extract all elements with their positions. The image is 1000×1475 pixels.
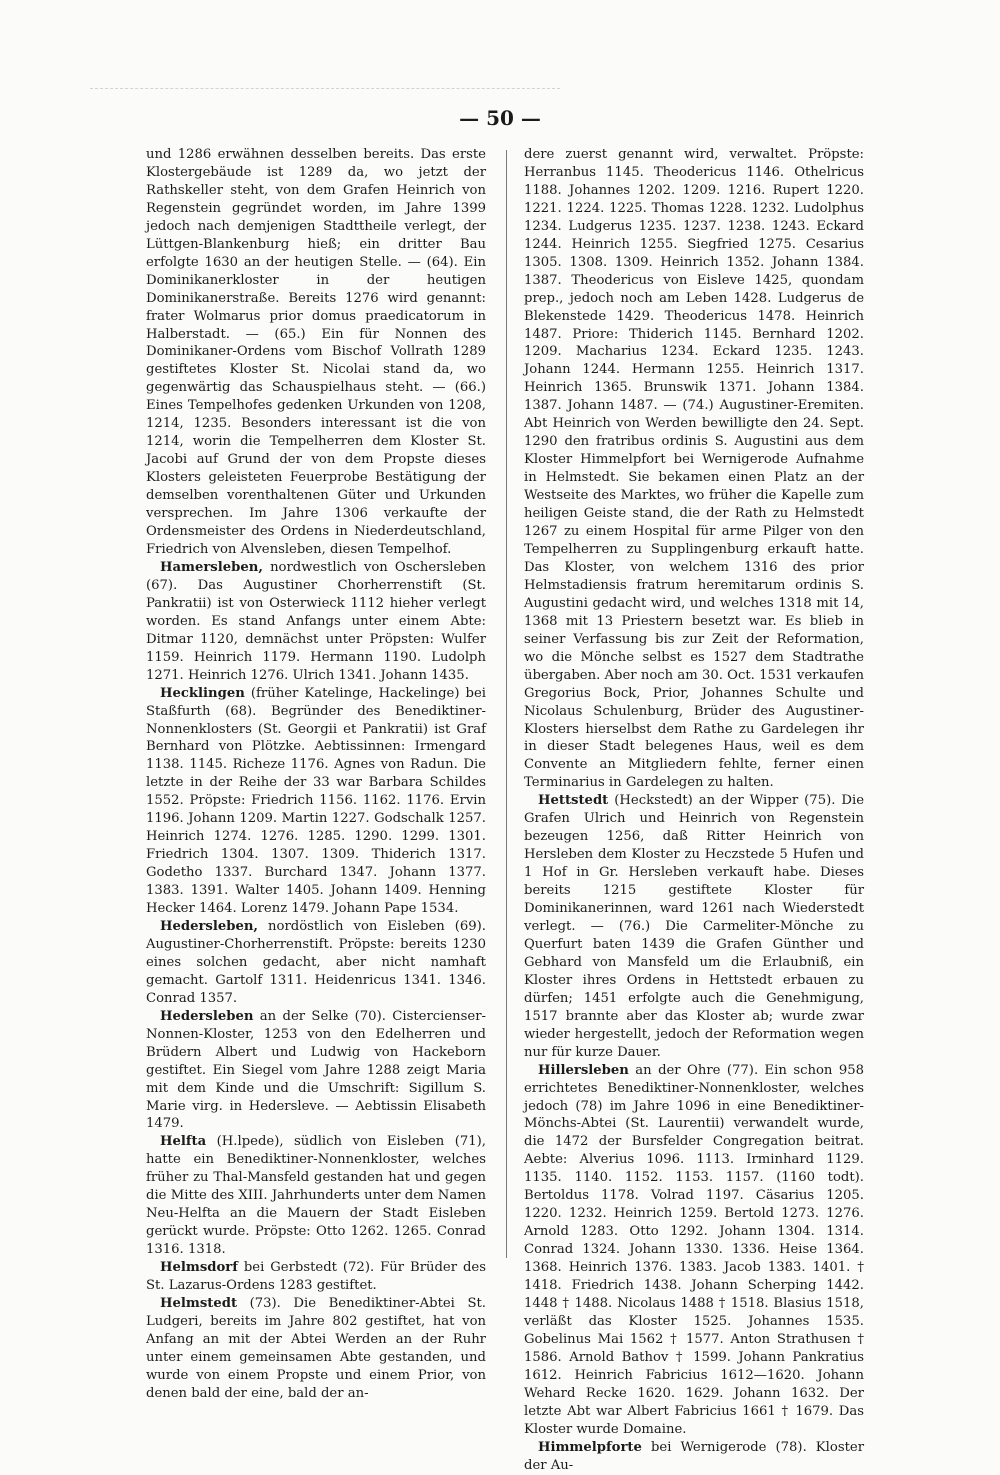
paragraph [146, 146, 486, 559]
entry-text: (früher Katelinge, Hackelinge) bei Staßfurth (68). Begründer des Benediktiner-Nonnenklosters (St. Georgii et Pankratii) ist Graf Bernhard von Plötzke. Aebtissinnen: Irmengard 1138. 1145. Richeze 1176. Agnes von Radun. Die letzte in der Reihe der 33 war Barbara Schildes 1552. Pröpste: Friedrich 1156. 1162. 1176. Ervin 1196. Johann 1209. Martin 1227. Godschalk 1257. Heinrich 1274. 1276. 1285. 1290. 1299. 1301. Friedrich 1304. 1307. 1309. Thiderich 1317. Godetho 1337. Burchard 1347. Johann 1377. 1383. 1391. Walter 1405. Johann 1409. Henning Hecker 1464. Lorenz 1479. Johann Pape 1534. [146, 685, 486, 917]
scan-artifact-line [90, 88, 560, 89]
entry-text: und 1286 erwähnen desselben bereits. Das erste Klostergebäude ist 1289 da, wo jetzt der Rathskeller steht, von dem Grafen Heinrich von Regenstein gegründet worden, im Jahre 1399 jedoch nach demjenigen Stadttheile verlegt, der Lüttgen-Blankenburg hieß; ein dritter Bau erfolgte 1630 an der heutigen Stelle. — (64). Ein Dominikanerkloster in der heutigen Dominikanerstraße. Bereits 1276 wird genannt: frater Wolmarus prior domus praedicatorum in Halberstadt. — (65.) Ein für Nonnen des Dominikaner-Ordens vom Bischof Vollrath 1289 gestiftetes Kloster St. Nicolai stand da, wo gegenwärtig das Schauspielhaus steht. — (66.) Eines Tempelhofes gedenken Urkunden von 1208, 1214, 1235. Besonders interessant ist die von 1214, worin die Tempelherren dem Kloster St. Jacobi auf Grund der von dem Propste dieses Klosters geleisteten Feuerprobe Bestätigung der demselben vorenthaltenen Güter und Urkunden versprechen. Im Jahre 1306 verkaufte der Ordensmeister des Ordens in Niederdeutschland, Friedrich von Alvensleben, diesen Tempelhof. [146, 147, 486, 557]
entry-text: dere zuerst genannt wird, verwaltet. Pröpste: Herranbus 1145. Theodericus 1146. Othelricus 1188. Johannes 1202. 1209. 1216. Rupert 1220. 1221. 1224. 1225. Thomas 1228. 1232. Ludolphus 1234. Ludgerus 1235. 1237. 1238. 1243. Eckard 1244. Heinrich 1255. Siegfried 1275. Cesarius 1305. 1308. 1309. Heinrich 1352. Johann 1384. 1387. Theodericus von Eisleve 1425, quondam prep., jedoch noch am Leben 1428. Ludgerus de Blekenstede 1429. Theodericus 1478. Heinrich 1487. Priore: Thiderich 1145. Bernhard 1202. 1209. Macharius 1234. Eckard 1235. 1243. Johann 1244. Hermann 1255. Heinrich 1317. Heinrich 1365. Brunswik 1371. Johann 1384. 1387. Johann 1487. — (74.) Augustiner-Eremiten. Abt Heinrich von Werden bewilligte den 24. Sept. 1290 den fratribus ordinis S. Augustini aus dem Kloster Himmelpfort bei Wernigerode Aufnahme in Helmstedt. Sie bekamen einen Platz an der Westseite des Marktes, wo früher die Kapelle zum heiligen Geiste stand, die der Rath zu Helmstedt 1267 zu einem Hospital für arme Pilger von den Tempelherren zu Supplingenburg erkauft hatte. Das Kloster, von welchem 1316 des prior Helmstadiensis fratrum heremitarum ordinis S. Augustini gedacht wird, und welches 1318 mit 14, 1368 mit 13 Priestern besetzt war. Es blieb in seiner Verfassung bis zur Zeit der Reformation, wo die Mönche selbst es 1527 dem Stadtrathe übergaben. Aber noch am 30. Oct. 1531 verkaufen Gregorius Bock, Prior, Johannes Schulte und Nicolaus Schulenburg, Brüder des Augustiner-Klosters hierselbst dem Rathe zu Gardelegen ihr in dieser Stadt belegenes Haus, weil es dem Convente an Mitgliedern fehlte, ferner einen Terminarius in Gardelegen zu halten. [524, 147, 864, 791]
entry-text: (73). Die Benediktiner-Abtei St. Ludgeri, bereits im Jahre 802 gestiftet, hat von Anfang an mit der Abtei Werden an der Ruhr unter einem gemeinsamen Abte gestanden, und wurde von einem Propste und einem Prior, von denen bald der eine, bald der an- [146, 1296, 486, 1401]
paragraph [524, 1439, 864, 1475]
entry-text: (H.lpede), südlich von Eisleben (71), hatte ein Benediktiner-Nonnenkloster, welches früher zu Thal-Mansfeld gestanden hat und gegen die Mitte des XIII. Jahrhunderts unter dem Namen Neu-Helfta an die Mauern der Stadt Eisleben gerückt wurde. Pröpste: Otto 1262. 1265. Conrad 1316. 1318. [146, 1134, 486, 1258]
entry-text: nordöstlich von Eisleben (69). Augustiner-Chorherrenstift. Pröpste: bereits 1230 eines solchen gedacht, aber nicht namhaft gemacht. Gartolf 1311. Heidenricus 1341. 1346. Conrad 1357. [146, 918, 486, 1006]
entry-text: (Heckstedt) an der Wipper (75). Die Grafen Ulrich und Heinrich von Regenstein bezeugen 1256, daß Ritter Heinrich von Hersleben dem Kloster zu Heczstede 5 Hufen und 1 Hof in Gr. Hersleben verkauft habe. Dieses bereits 1215 gestiftete Kloster für Dominikanerinnen, ward 1261 nach Wiederstedt verlegt. — (76.) Die Carmeliter-Mönche zu Querfurt baten 1439 die Grafen Günther und Gebhard von Mansfeld um die Erlaubniß, ein Kloster ihres Ordens in Hettstedt erbauen zu dürfen; 1451 erfolgte auch die Genehmigung, 1517 brannte aber das Kloster ab; wurde zwar wieder hergestellt, jedoch der Reformation wegen nur für kurze Dauer. [524, 793, 864, 1060]
paragraph [146, 559, 486, 685]
page-number: — 50 — [459, 106, 541, 130]
entry-heading: Himmelpforte [538, 1439, 642, 1455]
paragraph [524, 146, 864, 792]
paragraph [146, 1295, 486, 1403]
entry-heading: Hedersleben [160, 1008, 254, 1024]
entry-heading: Hillersleben [538, 1062, 629, 1078]
paragraph [524, 792, 864, 1061]
paragraph [524, 1062, 864, 1439]
left-column [146, 146, 486, 1403]
entry-heading: Hettstedt [538, 793, 609, 809]
paragraph [146, 1008, 486, 1134]
entry-heading: Helmstedt [160, 1296, 238, 1311]
right-column [524, 146, 864, 1475]
entry-text: nordwestlich von Oschersleben (67). Das Augustiner Chorherrenstift (St. Pankratii) ist von Osterwieck 1112 hieher verlegt worden. Es stand Anfangs unter einem Abte: Ditmar 1120, demnächst unter Pröpsten: Wulfer 1159. Heinrich 1179. Hermann 1190. Ludolph 1271. Heinrich 1276. Ulrich 1341. Johann 1435. [146, 559, 486, 683]
paragraph [146, 685, 486, 918]
entry-text: bei Wernigerode (78). Kloster der Au- [524, 1439, 864, 1473]
entry-text: an der Ohre (77). Ein schon 958 errichtetes Benediktiner-Nonnenkloster, welches jedoch (78) im Jahre 1096 in eine Benediktiner-Mönchs-Abtei (St. Laurentii) verwandelt wurde, die 1472 der Bursfelder Congregation beitrat. Aebte: Alverius 1096. 1113. Irminhard 1129. 1135. 1140. 1152. 1153. 1157. (1160 todt). Bertoldus 1178. Volrad 1197. Cäsarius 1205. 1220. 1232. Heinrich 1259. Bertold 1273. 1276. Arnold 1283. Otto 1292. Johann 1304. 1314. Conrad 1324. Johann 1330. 1336. Heise 1364. 1368. Heinrich 1376. 1383. Jacob 1383. 1401. † 1418. Friedrich 1438. Johann Scherping 1442. 1448 † 1488. Nicolaus 1488 † 1518. Blasius 1518, verläßt das Kloster 1525. Johannes 1535. Gobelinus Mai 1562 † 1577. Anton Strathusen † 1586. Arnold Bathov † 1599. Johann Pankratius 1612. Heinrich Fabricius 1612—1620. Johann Wehard Recke 1620. 1629. Johann 1632. Der letzte Abt war Albert Fabricius 1661 † 1679. Das Kloster wurde Domaine. [524, 1062, 864, 1437]
entry-text: an der Selke (70). Cistercienser-Nonnen-Kloster, 1253 von den Edelherren und Brüdern Albert und Ludwig von Hackeborn gestiftet. Ein Siegel vom Jahre 1288 zeigt Maria mit dem Kinde und die Umschrift: Sigillum S. Marie virg. in Hedersleve. — Aebtissin Elisabeth 1479. [146, 1008, 486, 1132]
entry-heading: Hecklingen [160, 685, 245, 701]
entry-heading: Hedersleben, [160, 918, 259, 934]
paragraph [146, 918, 486, 1008]
column-divider [506, 150, 507, 1258]
entry-heading: Helfta [160, 1134, 207, 1150]
entry-heading: Helmsdorf [160, 1260, 238, 1276]
entry-heading: Hamersleben, [160, 559, 263, 575]
paragraph [146, 1133, 486, 1259]
entry-text: bei Gerbstedt (72). Für Brüder des St. Lazarus-Ordens 1283 gestiftet. [146, 1260, 486, 1294]
paragraph [146, 1259, 486, 1295]
